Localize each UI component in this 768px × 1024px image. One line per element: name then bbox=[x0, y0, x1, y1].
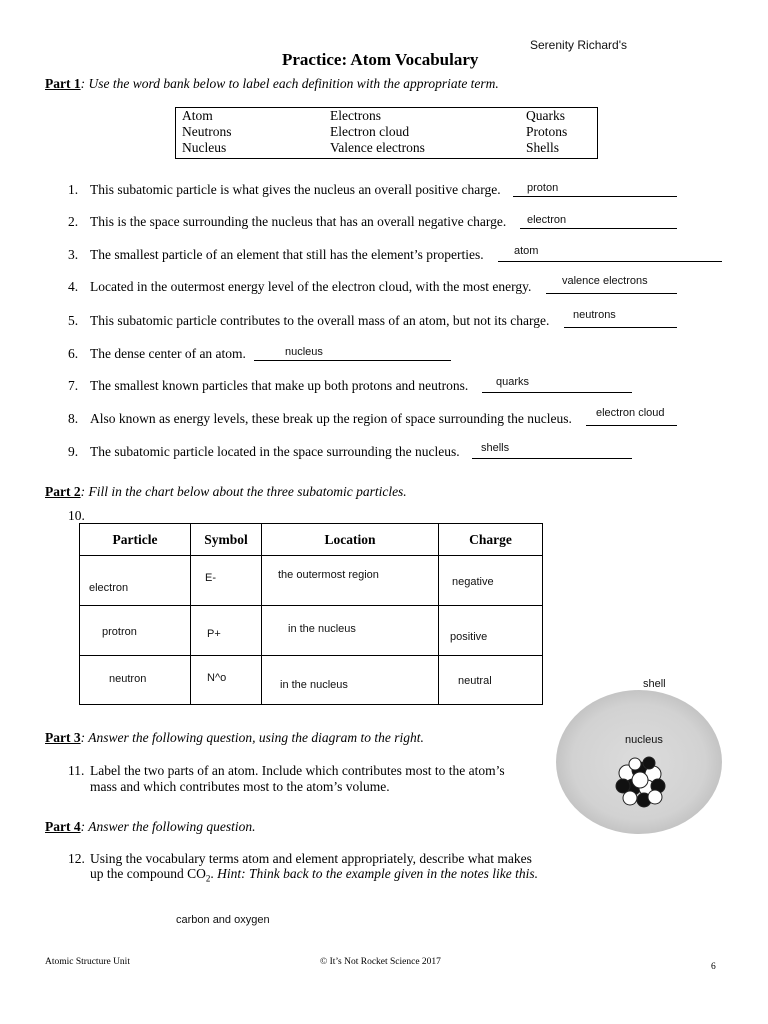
question-text: This subatomic particle is what gives the nucleus an overall positive charge. bbox=[90, 182, 501, 197]
question-text: Using the vocabulary terms atom and element appropriately, describe what makes bbox=[90, 851, 532, 866]
cell-value: neutron bbox=[109, 673, 147, 685]
answer-line[interactable] bbox=[520, 228, 677, 229]
cell-value: P+ bbox=[207, 628, 221, 640]
question-text: The smallest particle of an element that still has the element’s properties. bbox=[90, 247, 484, 262]
cell-value: neutral bbox=[458, 675, 492, 687]
subscript: 2 bbox=[205, 873, 211, 884]
answer-line[interactable] bbox=[546, 293, 677, 294]
part3-heading bbox=[45, 730, 424, 746]
column-header: Symbol bbox=[191, 524, 262, 556]
table-cell[interactable] bbox=[439, 556, 543, 606]
word-bank-term: Atom bbox=[182, 108, 213, 123]
cell-value: N^o bbox=[207, 672, 227, 684]
word-bank-term: Protons bbox=[526, 124, 568, 139]
cell-value: protron bbox=[102, 626, 137, 638]
table-cell[interactable] bbox=[262, 606, 439, 656]
answer-line[interactable] bbox=[498, 261, 722, 262]
part4-instruction: : Answer the following question. bbox=[80, 819, 256, 834]
answer-text: electron cloud bbox=[596, 407, 665, 419]
page-title: Practice: Atom Vocabulary bbox=[282, 50, 479, 69]
table-row bbox=[80, 556, 543, 606]
answer-text: quarks bbox=[496, 376, 530, 388]
cell-value: negative bbox=[452, 576, 494, 588]
page-number: 6 bbox=[711, 962, 716, 972]
column-header: Location bbox=[262, 524, 439, 556]
part3-label: Part 3 bbox=[45, 730, 81, 745]
question-number: 10. bbox=[68, 508, 85, 523]
table-row bbox=[80, 656, 543, 705]
answer-text: nucleus bbox=[285, 346, 323, 358]
table-cell[interactable] bbox=[80, 556, 191, 606]
table-cell[interactable] bbox=[262, 656, 439, 705]
answer-text: neutrons bbox=[573, 309, 616, 321]
table-cell[interactable] bbox=[439, 606, 543, 656]
part1-heading bbox=[45, 76, 499, 92]
question-number: 9. bbox=[68, 444, 79, 459]
word-bank-term: Nucleus bbox=[182, 140, 227, 155]
cell-value: E- bbox=[205, 572, 216, 584]
question-text: Also known as energy levels, these break up the region of space surrounding the nucleus. bbox=[90, 411, 572, 426]
answer-line[interactable] bbox=[513, 196, 677, 197]
answer-text: proton bbox=[527, 182, 559, 194]
question-text: Label the two parts of an atom. Include which contributes most to the atom’s bbox=[90, 763, 505, 778]
question-number: 12. bbox=[68, 851, 85, 866]
answer-text: atom bbox=[514, 245, 539, 257]
question-text: The dense center of an atom. bbox=[90, 346, 246, 361]
cell-value: in the nucleus bbox=[288, 623, 356, 635]
answer-text: valence electrons bbox=[562, 275, 648, 287]
table-cell[interactable] bbox=[191, 606, 262, 656]
question-number: 7. bbox=[68, 378, 79, 393]
table-cell[interactable] bbox=[80, 606, 191, 656]
table-cell[interactable] bbox=[191, 656, 262, 705]
shell-label: shell bbox=[643, 678, 666, 690]
answer-text[interactable]: carbon and oxygen bbox=[176, 914, 270, 926]
hint-text: Hint: Think back to the example given in the notes like this. bbox=[217, 866, 539, 881]
question-number: 5. bbox=[68, 313, 79, 328]
question-text: This is the space surrounding the nucleus that has an overall negative charge. bbox=[90, 214, 507, 229]
part3-instruction: : Answer the following question, using the diagram to the right. bbox=[80, 730, 424, 745]
question-number: 3. bbox=[68, 247, 79, 262]
word-bank-term: Quarks bbox=[526, 108, 565, 123]
word-bank-term: Neutrons bbox=[182, 124, 232, 139]
table-cell[interactable] bbox=[191, 556, 262, 606]
part2-label: Part 2 bbox=[45, 484, 81, 499]
question-number: 2. bbox=[68, 214, 79, 229]
student-name: Serenity Richard's bbox=[530, 38, 627, 52]
cell-value: electron bbox=[89, 582, 129, 594]
table-header-row bbox=[80, 524, 543, 556]
subatomic-particles-table bbox=[79, 523, 543, 705]
word-bank-term: Electrons bbox=[330, 108, 381, 123]
question-number: 1. bbox=[68, 182, 79, 197]
column-header: Charge bbox=[439, 524, 543, 556]
part1-instruction: : Use the word bank below to label each definition with the appropriate term. bbox=[80, 76, 499, 91]
part4-heading bbox=[45, 819, 255, 835]
column-header: Particle bbox=[80, 524, 191, 556]
question-text bbox=[90, 866, 538, 884]
cell-value: the outermost region bbox=[278, 569, 379, 581]
part4-label: Part 4 bbox=[45, 819, 81, 834]
question-number: 8. bbox=[68, 411, 79, 426]
answer-line[interactable] bbox=[254, 360, 451, 361]
question-number: 4. bbox=[68, 279, 79, 294]
answer-text: shells bbox=[481, 442, 510, 454]
answer-line[interactable] bbox=[564, 327, 677, 328]
question-number: 6. bbox=[68, 346, 79, 361]
footer-unit: Atomic Structure Unit bbox=[45, 957, 130, 967]
part1-label: Part 1 bbox=[45, 76, 81, 91]
answer-line[interactable] bbox=[482, 392, 632, 393]
question-text: The subatomic particle located in the space surrounding the nucleus. bbox=[90, 444, 460, 459]
word-bank-term: Shells bbox=[526, 140, 560, 155]
answer-line[interactable] bbox=[472, 458, 632, 459]
cell-value: in the nucleus bbox=[280, 679, 348, 691]
nucleus-label: nucleus bbox=[625, 734, 663, 746]
footer-copyright: © It’s Not Rocket Science 2017 bbox=[320, 957, 441, 967]
atom-diagram bbox=[555, 690, 725, 835]
question-text: Located in the outermost energy level of the electron cloud, with the most energy. bbox=[90, 279, 532, 294]
answer-line[interactable] bbox=[586, 425, 677, 426]
word-bank-term: Valence electrons bbox=[330, 140, 425, 155]
table-cell[interactable] bbox=[80, 656, 191, 705]
question-text: mass and which contributes most to the atom’s volume. bbox=[90, 779, 390, 794]
part2-heading bbox=[45, 484, 407, 500]
question-text: The smallest known particles that make up both protons and neutrons. bbox=[90, 378, 469, 393]
table-row bbox=[80, 606, 543, 656]
cell-value: positive bbox=[450, 631, 488, 643]
question-text: This subatomic particle contributes to the overall mass of an atom, but not its charge. bbox=[90, 313, 550, 328]
word-bank-term: Electron cloud bbox=[330, 124, 410, 139]
table-cell[interactable] bbox=[262, 556, 439, 606]
table-cell[interactable] bbox=[439, 656, 543, 705]
question-text-part: . bbox=[210, 866, 218, 881]
word-bank bbox=[175, 107, 598, 159]
part2-instruction: : Fill in the chart below about the three subatomic particles. bbox=[80, 484, 407, 499]
question-text-part: up the compound CO bbox=[90, 866, 206, 881]
question-number: 11. bbox=[68, 763, 85, 778]
answer-text: electron bbox=[527, 214, 567, 226]
